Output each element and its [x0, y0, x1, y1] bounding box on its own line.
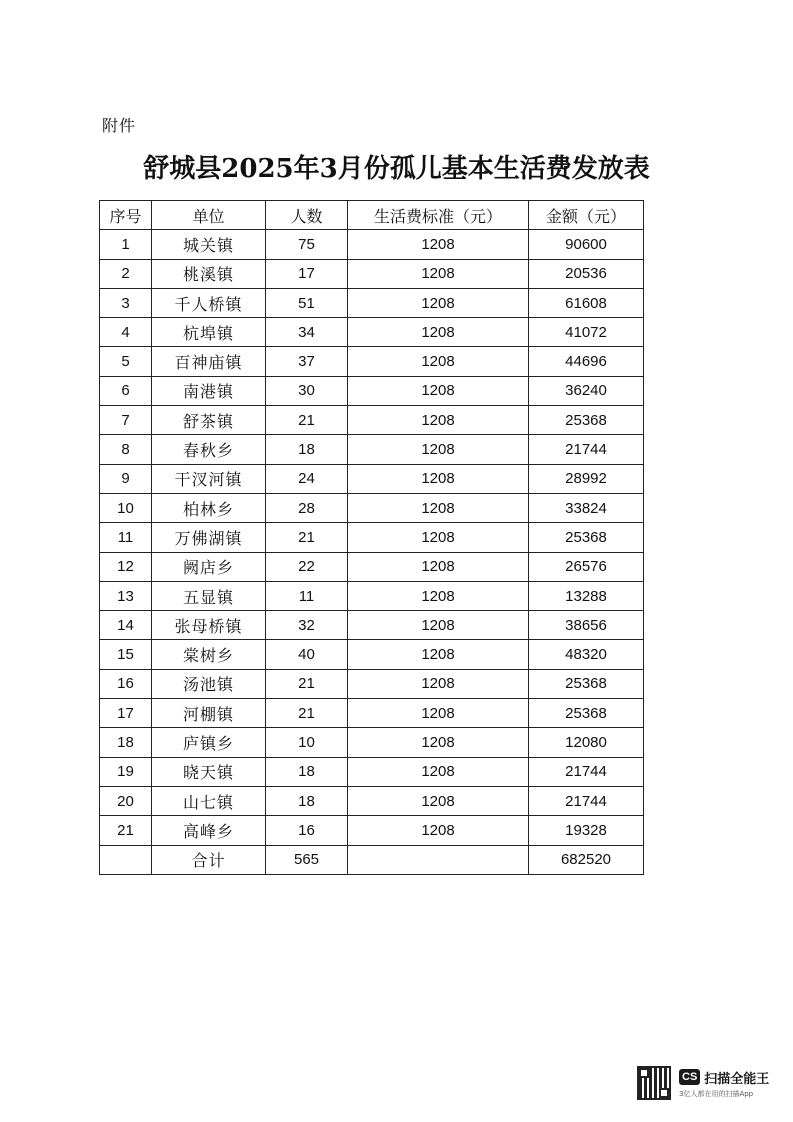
amount-cell: 38656 — [529, 611, 644, 640]
count-cell: 24 — [266, 464, 348, 493]
column-header-count: 人数 — [266, 201, 348, 230]
unit-cell: 河棚镇 — [152, 699, 266, 728]
count-cell: 75 — [266, 230, 348, 259]
total-amount-cell: 682520 — [529, 845, 644, 874]
table-row — [100, 376, 644, 405]
table-row — [100, 816, 644, 845]
count-cell: 51 — [266, 288, 348, 317]
table-row — [100, 435, 644, 464]
amount-cell: 21744 — [529, 435, 644, 464]
unit-cell: 干汊河镇 — [152, 464, 266, 493]
count-cell: 21 — [266, 669, 348, 698]
amount-cell: 21744 — [529, 757, 644, 786]
unit-cell: 城关镇 — [152, 230, 266, 259]
count-cell: 21 — [266, 523, 348, 552]
count-cell: 18 — [266, 435, 348, 464]
amount-cell: 33824 — [529, 493, 644, 522]
table-row — [100, 259, 644, 288]
standard-cell: 1208 — [348, 728, 529, 757]
table-row — [100, 230, 644, 259]
table-row — [100, 757, 644, 786]
table-row — [100, 728, 644, 757]
standard-cell: 1208 — [348, 464, 529, 493]
standard-cell: 1208 — [348, 669, 529, 698]
unit-cell: 南港镇 — [152, 376, 266, 405]
table-row — [100, 786, 644, 815]
amount-cell: 13288 — [529, 581, 644, 610]
standard-cell: 1208 — [348, 318, 529, 347]
total-standard-cell — [348, 845, 529, 874]
index-cell: 14 — [100, 611, 152, 640]
count-cell: 40 — [266, 640, 348, 669]
scanner-brand — [679, 1068, 769, 1099]
table-row — [100, 552, 644, 581]
page-title: 舒城县2025年3月份孤儿基本生活费发放表 — [143, 154, 650, 184]
index-cell: 18 — [100, 728, 152, 757]
count-cell: 10 — [266, 728, 348, 757]
count-cell: 21 — [266, 699, 348, 728]
count-cell: 18 — [266, 757, 348, 786]
amount-cell: 20536 — [529, 259, 644, 288]
table-row — [100, 347, 644, 376]
index-cell: 2 — [100, 259, 152, 288]
count-cell: 17 — [266, 259, 348, 288]
amount-cell: 25368 — [529, 406, 644, 435]
amount-cell: 12080 — [529, 728, 644, 757]
index-cell: 1 — [100, 230, 152, 259]
count-cell: 11 — [266, 581, 348, 610]
standard-cell: 1208 — [348, 581, 529, 610]
cs-logo-icon: CS — [679, 1069, 700, 1085]
standard-cell: 1208 — [348, 435, 529, 464]
standard-cell: 1208 — [348, 611, 529, 640]
standard-cell: 1208 — [348, 816, 529, 845]
index-cell: 13 — [100, 581, 152, 610]
scanner-app-name: 扫描全能王 — [704, 1071, 770, 1087]
standard-cell: 1208 — [348, 523, 529, 552]
amount-cell: 25368 — [529, 669, 644, 698]
column-header-unit: 单位 — [152, 201, 266, 230]
standard-cell: 1208 — [348, 259, 529, 288]
amount-cell: 61608 — [529, 288, 644, 317]
index-cell: 5 — [100, 347, 152, 376]
unit-cell: 高峰乡 — [152, 816, 266, 845]
qr-code-icon — [637, 1066, 671, 1100]
index-cell: 7 — [100, 406, 152, 435]
count-cell: 32 — [266, 611, 348, 640]
standard-cell: 1208 — [348, 640, 529, 669]
unit-cell: 山七镇 — [152, 786, 266, 815]
column-header-index: 序号 — [100, 201, 152, 230]
table-row — [100, 493, 644, 522]
unit-cell: 汤池镇 — [152, 669, 266, 698]
table-header-row — [100, 201, 644, 230]
unit-cell: 张母桥镇 — [152, 611, 266, 640]
attachment-label: 附件 — [102, 116, 137, 135]
amount-cell: 19328 — [529, 816, 644, 845]
unit-cell: 万佛湖镇 — [152, 523, 266, 552]
unit-cell: 阙店乡 — [152, 552, 266, 581]
standard-cell: 1208 — [348, 406, 529, 435]
table-row — [100, 611, 644, 640]
index-cell: 11 — [100, 523, 152, 552]
total-index-cell — [100, 845, 152, 874]
total-count-cell: 565 — [266, 845, 348, 874]
standard-cell: 1208 — [348, 288, 529, 317]
count-cell: 18 — [266, 786, 348, 815]
amount-cell: 26576 — [529, 552, 644, 581]
amount-cell: 25368 — [529, 523, 644, 552]
total-label-cell: 合计 — [152, 845, 266, 874]
column-header-standard: 生活费标准（元） — [348, 201, 529, 230]
index-cell: 9 — [100, 464, 152, 493]
table-row — [100, 581, 644, 610]
standard-cell: 1208 — [348, 552, 529, 581]
amount-cell: 90600 — [529, 230, 644, 259]
index-cell: 15 — [100, 640, 152, 669]
index-cell: 17 — [100, 699, 152, 728]
standard-cell: 1208 — [348, 347, 529, 376]
count-cell: 30 — [266, 376, 348, 405]
table-row — [100, 406, 644, 435]
index-cell: 16 — [100, 669, 152, 698]
table-row — [100, 523, 644, 552]
count-cell: 21 — [266, 406, 348, 435]
table-row — [100, 318, 644, 347]
standard-cell: 1208 — [348, 493, 529, 522]
amount-cell: 28992 — [529, 464, 644, 493]
amount-cell: 21744 — [529, 786, 644, 815]
amount-cell: 41072 — [529, 318, 644, 347]
count-cell: 22 — [266, 552, 348, 581]
unit-cell: 庐镇乡 — [152, 728, 266, 757]
amount-cell: 44696 — [529, 347, 644, 376]
unit-cell: 晓天镇 — [152, 757, 266, 786]
standard-cell: 1208 — [348, 699, 529, 728]
allowance-table — [99, 200, 644, 875]
standard-cell: 1208 — [348, 376, 529, 405]
table-row — [100, 464, 644, 493]
table-row — [100, 288, 644, 317]
unit-cell: 杭埠镇 — [152, 318, 266, 347]
count-cell: 37 — [266, 347, 348, 376]
count-cell: 16 — [266, 816, 348, 845]
count-cell: 34 — [266, 318, 348, 347]
index-cell: 8 — [100, 435, 152, 464]
scanner-watermark — [637, 1066, 769, 1100]
index-cell: 21 — [100, 816, 152, 845]
amount-cell: 48320 — [529, 640, 644, 669]
index-cell: 19 — [100, 757, 152, 786]
index-cell: 6 — [100, 376, 152, 405]
unit-cell: 舒茶镇 — [152, 406, 266, 435]
table-row — [100, 699, 644, 728]
table-row — [100, 640, 644, 669]
index-cell: 3 — [100, 288, 152, 317]
scanner-tagline: 3亿人都在用的扫描App — [679, 1089, 754, 1098]
standard-cell: 1208 — [348, 786, 529, 815]
standard-cell: 1208 — [348, 230, 529, 259]
column-header-amount: 金额（元） — [529, 201, 644, 230]
amount-cell: 36240 — [529, 376, 644, 405]
unit-cell: 五显镇 — [152, 581, 266, 610]
table-body — [100, 230, 644, 845]
index-cell: 12 — [100, 552, 152, 581]
index-cell: 20 — [100, 786, 152, 815]
index-cell: 4 — [100, 318, 152, 347]
unit-cell: 桃溪镇 — [152, 259, 266, 288]
table-total-row — [100, 845, 644, 874]
unit-cell: 春秋乡 — [152, 435, 266, 464]
standard-cell: 1208 — [348, 757, 529, 786]
amount-cell: 25368 — [529, 699, 644, 728]
count-cell: 28 — [266, 493, 348, 522]
index-cell: 10 — [100, 493, 152, 522]
unit-cell: 千人桥镇 — [152, 288, 266, 317]
unit-cell: 柏林乡 — [152, 493, 266, 522]
unit-cell: 棠树乡 — [152, 640, 266, 669]
table-row — [100, 669, 644, 698]
unit-cell: 百神庙镇 — [152, 347, 266, 376]
